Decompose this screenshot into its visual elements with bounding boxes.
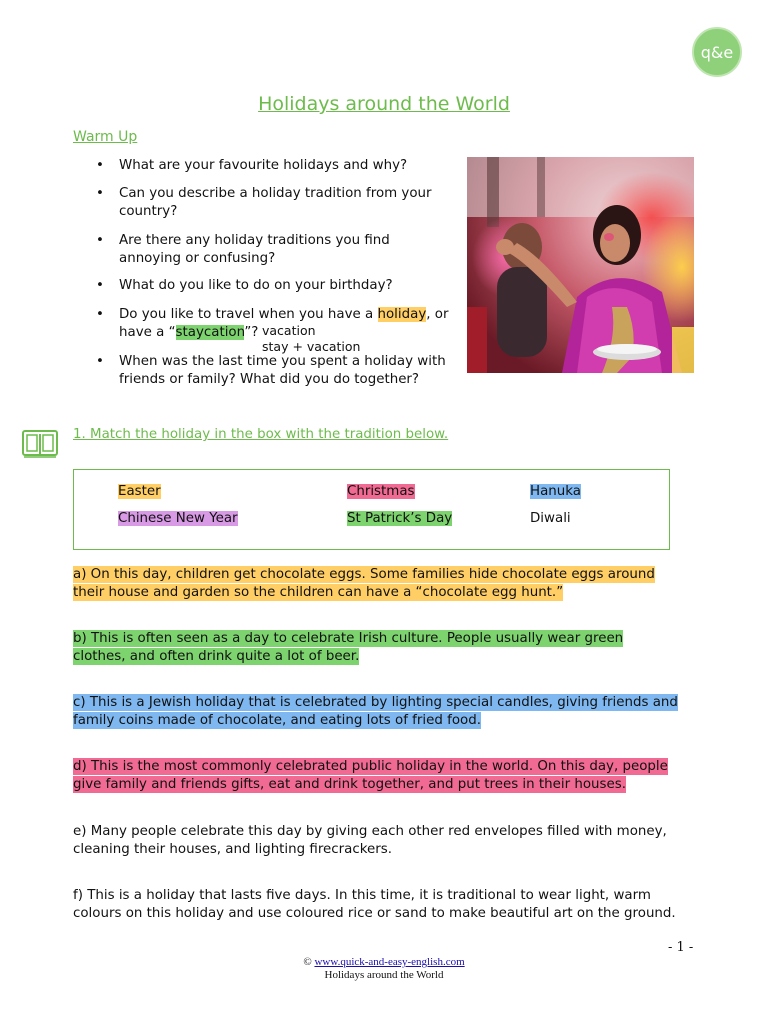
page-number: - 1 - bbox=[668, 940, 694, 955]
photo-illustration bbox=[467, 157, 694, 373]
item-e: e) Many people celebrate this day by giving each other red envelopes filled with money, cleaning their houses, and lighting firecrackers. bbox=[73, 824, 667, 857]
warmup-heading: Warm Up bbox=[73, 129, 138, 145]
bullet-icon: • bbox=[96, 354, 104, 369]
exercise-1-heading: 1. Match the holiday in the box with the tradition below. bbox=[73, 427, 449, 442]
holiday-hanuka: Hanuka bbox=[530, 484, 581, 499]
bullet-icon: • bbox=[96, 158, 104, 173]
website-link[interactable]: www.quick-and-easy-english.com bbox=[314, 956, 465, 968]
vacation-note: vacation bbox=[262, 323, 316, 338]
book-icon bbox=[22, 430, 58, 458]
item-f: f) This is a holiday that lasts five days. In this time, it is traditional to wear light, warm colours on this holiday and use coloured rice or sand to make beautiful art on the ground. bbox=[73, 888, 676, 921]
bullet-text: What are your favourite holidays and why? bbox=[119, 158, 408, 173]
item-d: d) This is the most commonly celebrated public holiday in the world. On this day, people give family and friends gifts, eat and drink together, and put trees in their houses. bbox=[73, 759, 668, 792]
holiday-st-patricks: St Patrick’s Day bbox=[347, 511, 453, 526]
holiday-word-box bbox=[73, 469, 670, 550]
holiday-easter: Easter bbox=[118, 484, 161, 499]
bullet-text: Can you describe a holiday tradition from your country? bbox=[119, 186, 432, 219]
bullet-text: When was the last time you spent a holiday with friends or family? What did you do together? bbox=[119, 354, 446, 387]
qe-logo bbox=[692, 27, 742, 77]
holi-festival-photo bbox=[467, 157, 694, 373]
bullet-text: What do you like to do on your birthday? bbox=[119, 278, 393, 293]
item-b: b) This is often seen as a day to celebrate Irish culture. People usually wear green clothes, and often drink quite a lot of beer. bbox=[73, 631, 624, 664]
staycation-note: stay + vacation bbox=[262, 339, 361, 354]
copyright-symbol: © bbox=[303, 956, 312, 968]
holiday-chinese-new-year: Chinese New Year bbox=[118, 511, 238, 526]
footer-subtitle: Holidays around the World bbox=[324, 969, 444, 981]
bullet-text: Do you like to travel when you have a holiday, or have a “staycation”? bbox=[119, 307, 449, 340]
bullet-icon: • bbox=[96, 307, 104, 322]
holiday-highlight: holiday bbox=[377, 307, 427, 322]
holiday-diwali: Diwali bbox=[530, 511, 571, 526]
bullet-icon: • bbox=[96, 278, 104, 293]
bullet-icon: • bbox=[96, 233, 104, 248]
footer-link-line bbox=[0, 956, 768, 969]
item-c: c) This is a Jewish holiday that is celebrated by lighting special candles, giving friends and family coins made of chocolate, and eating lots of fried food. bbox=[73, 695, 678, 728]
bullet-text: Are there any holiday traditions you find annoying or confusing? bbox=[119, 233, 390, 266]
item-a: a) On this day, children get chocolate eggs. Some families hide chocolate eggs around their house and garden so the children can have a “chocolate egg hunt.” bbox=[73, 567, 655, 600]
bullet-icon: • bbox=[96, 186, 104, 201]
logo-text: q&e bbox=[700, 42, 734, 62]
page-title: Holidays around the World bbox=[258, 93, 510, 115]
holiday-christmas: Christmas bbox=[347, 484, 415, 499]
staycation-highlight: staycation bbox=[175, 325, 245, 340]
